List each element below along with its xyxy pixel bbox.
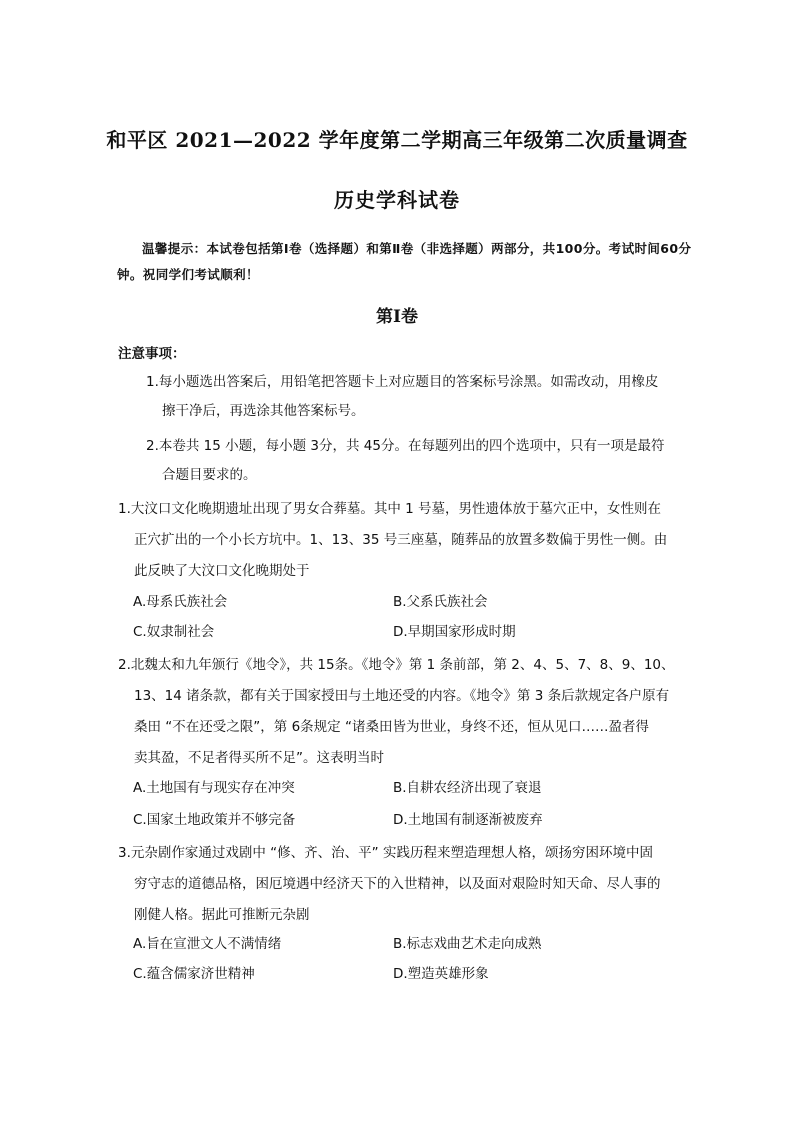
question-line: 1.大汶口文化晚期遗址出现了男女合葬墓。其中 1 号墓，男性遗体放于墓穴正中，女性则在 bbox=[118, 501, 662, 517]
question-line: 正穴扩出的一个小长方坑中。1、13、35 号三座墓，随葬品的放置多数偏于男性一侧。由 bbox=[134, 532, 668, 548]
note-line: 擦干净后，再选涂其他答案标号。 bbox=[162, 403, 365, 419]
option-c: C.奴隶制社会 bbox=[133, 624, 215, 640]
option-d: D.塑造英雄形象 bbox=[393, 966, 489, 982]
question-line: 卖其盈，不足者得买所不足”。这表明当时 bbox=[134, 750, 384, 766]
note-line: 1.每小题选出答案后，用铅笔把答题卡上对应题目的答案标号涂黑。如需改动，用橡皮 bbox=[146, 374, 659, 390]
notes-label: 注意事项： bbox=[118, 346, 186, 362]
note-line: 合题目要求的。 bbox=[162, 467, 257, 483]
note-item bbox=[146, 368, 686, 426]
exam-tip: 温馨提示：本试卷包括第Ⅰ卷（选择题）和第Ⅱ卷（非选择题）两部分，共100分。考试时间60分钟。祝同学们考试顺利！ bbox=[117, 241, 692, 282]
question-line: 13、14 诸条款，都有关于国家授田与土地还受的内容。《地令》第 3 条后款规定各户原有 bbox=[134, 688, 670, 704]
question-line: 穷守志的道德品格，困厄境遇中经济天下的入世精神，以及面对艰险时知天命、尽人事的 bbox=[134, 876, 661, 892]
option-a: A.旨在宣泄文人不满情绪 bbox=[133, 936, 282, 952]
option-b: B.标志戏曲艺术走向成熟 bbox=[393, 936, 542, 952]
question-3 bbox=[118, 838, 688, 931]
option-a: A.母系氏族社会 bbox=[133, 594, 228, 610]
question-1 bbox=[118, 494, 688, 587]
option-d: D.早期国家形成时期 bbox=[393, 624, 516, 640]
question-line: 此反映了大汶口文化晚期处于 bbox=[134, 563, 310, 579]
option-b: B.父系氏族社会 bbox=[393, 594, 488, 610]
section-title: 第Ⅰ卷 bbox=[376, 307, 418, 327]
option-c: C.国家土地政策并不够完备 bbox=[133, 812, 296, 828]
question-line: 2.北魏太和九年颁行《地令》，共 15条。《地令》第 1 条前部，第 2、4、5、7、8、9、10、 bbox=[118, 657, 675, 673]
option-b: B.自耕农经济出现了衰退 bbox=[393, 780, 542, 796]
question-line: 桑田 “不在还受之限”，第 6条规定 “诸桑田皆为世业，身终不还，恒从见口……盈者得 bbox=[134, 719, 649, 735]
option-d: D.土地国有制逐渐被废弃 bbox=[393, 812, 543, 828]
question-line: 3.元杂剧作家通过戏剧中 “修、齐、治、平” 实践历程来塑造理想人格，颂扬穷困环境中固 bbox=[118, 845, 653, 861]
exam-subtitle: 历史学科试卷 bbox=[334, 188, 460, 212]
note-line: 2.本卷共 15 小题，每小题 3分，共 45分。在每题列出的四个选项中，只有一项是最符 bbox=[146, 438, 665, 454]
option-c: C.蕴含儒家济世精神 bbox=[133, 966, 255, 982]
note-item bbox=[146, 432, 686, 490]
question-line: 刚健人格。据此可推断元杂剧 bbox=[134, 907, 310, 923]
option-a: A.土地国有与现实存在冲突 bbox=[133, 780, 295, 796]
exam-title: 和平区 2021—2022 学年度第二学期高三年级第二次质量调查 bbox=[106, 128, 688, 152]
question-2 bbox=[118, 650, 688, 774]
